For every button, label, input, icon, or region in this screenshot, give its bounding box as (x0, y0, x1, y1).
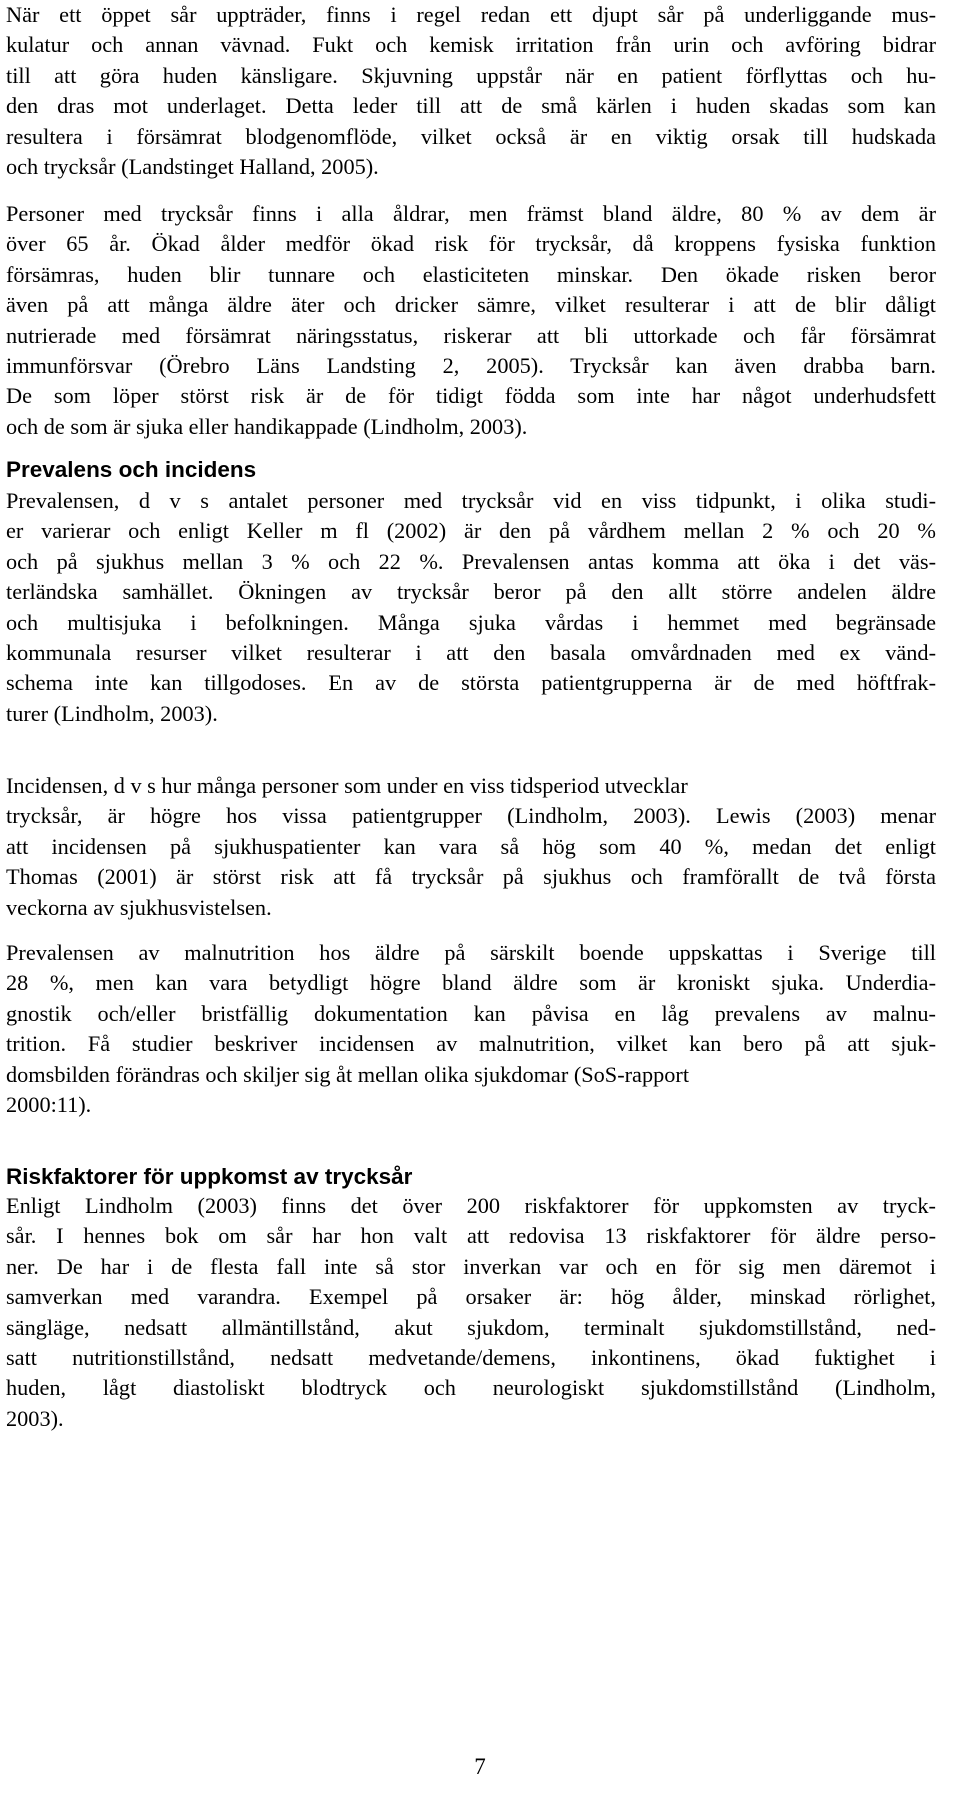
text-line: över 65 år. Ökad ålder medför ökad risk för trycksår, då kroppens fysiska funktion (6, 231, 936, 257)
text-line: huden, lågt diastoliskt blodtryck och neurologiskt sjukdomstillstånd (Lindholm, (6, 1375, 936, 1401)
text-line: sängläge, nedsatt allmäntillstånd, akut sjukdom, terminalt sjukdomstillstånd, ned- (6, 1314, 936, 1340)
paragraph-risk-factors (6, 1191, 936, 1434)
text-line: Thomas (2001) är störst risk att få trycksår på sjukhus och framförallt de två första (6, 864, 936, 890)
text-line: Prevalensen av malnutrition hos äldre på särskilt boende uppskattas i Sverige till (6, 940, 936, 965)
paragraph-prevalence (6, 486, 936, 729)
text-line: domsbilden förändras och skiljer sig åt mellan olika sjukdomar (SoS-rapport (6, 1061, 690, 1087)
text-line: och trycksår (Landstinget Halland, 2005). (6, 154, 379, 180)
text-line: gnostik och/eller bristfällig dokumentation kan påvisa en låg prevalens av malnu- (6, 1000, 936, 1026)
text-line: resultera i försämrat blodgenomflöde, vilket också är en viktig orsak till hudskada (6, 123, 936, 149)
text-line: den dras mot underlaget. Detta leder till att de små kärlen i huden skadas som kan (6, 93, 936, 119)
text-line: kulatur och annan vävnad. Fukt och kemisk irritation från urin och avföring bidrar (6, 32, 936, 58)
text-line: och de som är sjuka eller handikappade (Lindholm, 2003). (6, 413, 528, 439)
text-line: att incidensen på sjukhuspatienter kan vara så hög som 40 %, medan det enligt (6, 833, 936, 859)
page-number: 7 (474, 1754, 486, 1779)
text-line: satt nutritionstillstånd, nedsatt medvetande/demens, inkontinens, ökad fuktighet i (6, 1345, 936, 1371)
text-line: Personer med trycksår finns i alla åldrar, men främst bland äldre, 80 % av dem är (6, 201, 936, 226)
text-line: och på sjukhus mellan 3 % och 22 %. Prevalensen antas komma att öka i det väs- (6, 548, 936, 574)
text-line: trycksår, är högre hos vissa patientgrupper (Lindholm, 2003). Lewis (2003) menar (6, 803, 936, 829)
text-line: 2000:11). (6, 1092, 92, 1118)
text-line: samverkan med varandra. Exempel på orsaker är: hög ålder, minskad rörlighet, (6, 1284, 936, 1310)
text-line: även på att många äldre äter och dricker sämre, vilket resulterar i att de blir dåligt (6, 292, 936, 318)
paragraph-age-risk (6, 199, 936, 442)
text-line: De som löper störst risk är de för tidigt födda som inte har något underhudsfett (6, 383, 936, 409)
text-line: veckorna av sjukhusvistelsen. (6, 894, 272, 920)
section-heading-risk-factors: Riskfaktorer för uppkomst av trycksår (6, 1164, 413, 1189)
text-line: nutrierade med försämrat näringsstatus, riskerar att bli uttorkade och får försämrat (6, 322, 936, 348)
text-line: till att göra huden känsligare. Skjuvning uppstår när en patient förflyttas och hu- (6, 62, 936, 88)
text-line: Enligt Lindholm (2003) finns det över 200 riskfaktorer för uppkomsten av tryck- (6, 1193, 936, 1218)
section-heading-prevalence: Prevalens och incidens (6, 457, 257, 482)
text-line: försämras, huden blir tunnare och elasticiteten minskar. Den ökade risken beror (6, 261, 936, 287)
paragraph-malnutrition (6, 938, 936, 1120)
text-line: Prevalensen, d v s antalet personer med trycksår vid en viss tidpunkt, i olika studi- (6, 488, 936, 513)
text-line: ner. De har i de flesta fall inte så stor inverkan var och en för sig men däremot i (6, 1253, 936, 1279)
paragraph-pressure-ulcer-causes (6, 0, 936, 182)
text-line: och multisjuka i befolkningen. Många sjuka vårdas i hemmet med begränsade (6, 609, 936, 635)
text-line: terländska samhället. Ökningen av trycksår beror på den allt större andelen äldre (6, 579, 936, 605)
text-line: kommunala resurser vilket resulterar i att den basala omvårdnaden med ex vänd- (6, 640, 936, 666)
text-line: immunförsvar (Örebro Läns Landsting 2, 2005). Trycksår kan även drabba barn. (6, 353, 936, 379)
text-line: 2003). (6, 1405, 64, 1431)
text-line: turer (Lindholm, 2003). (6, 700, 218, 726)
text-line: er varierar och enligt Keller m fl (2002) är den på vårdhem mellan 2 % och 20 % (6, 518, 936, 544)
text-line: schema inte kan tillgodoses. En av de största patientgrupperna är de med höftfrak- (6, 670, 936, 696)
paragraph-incidence (6, 771, 936, 923)
text-line: sår. I hennes bok om sår har hon valt att redovisa 13 riskfaktorer för äldre perso- (6, 1223, 936, 1249)
text-line: När ett öppet sår uppträder, finns i regel redan ett djupt sår på underliggande mus- (6, 2, 936, 27)
text-line: trition. Få studier beskriver incidensen av malnutrition, vilket kan bero på att sjuk- (6, 1031, 936, 1057)
text-line: Incidensen, d v s hur många personer som under en viss tidsperiod utvecklar (6, 773, 688, 798)
text-line: 28 %, men kan vara betydligt högre bland äldre som är kroniskt sjuka. Underdia- (6, 970, 936, 996)
